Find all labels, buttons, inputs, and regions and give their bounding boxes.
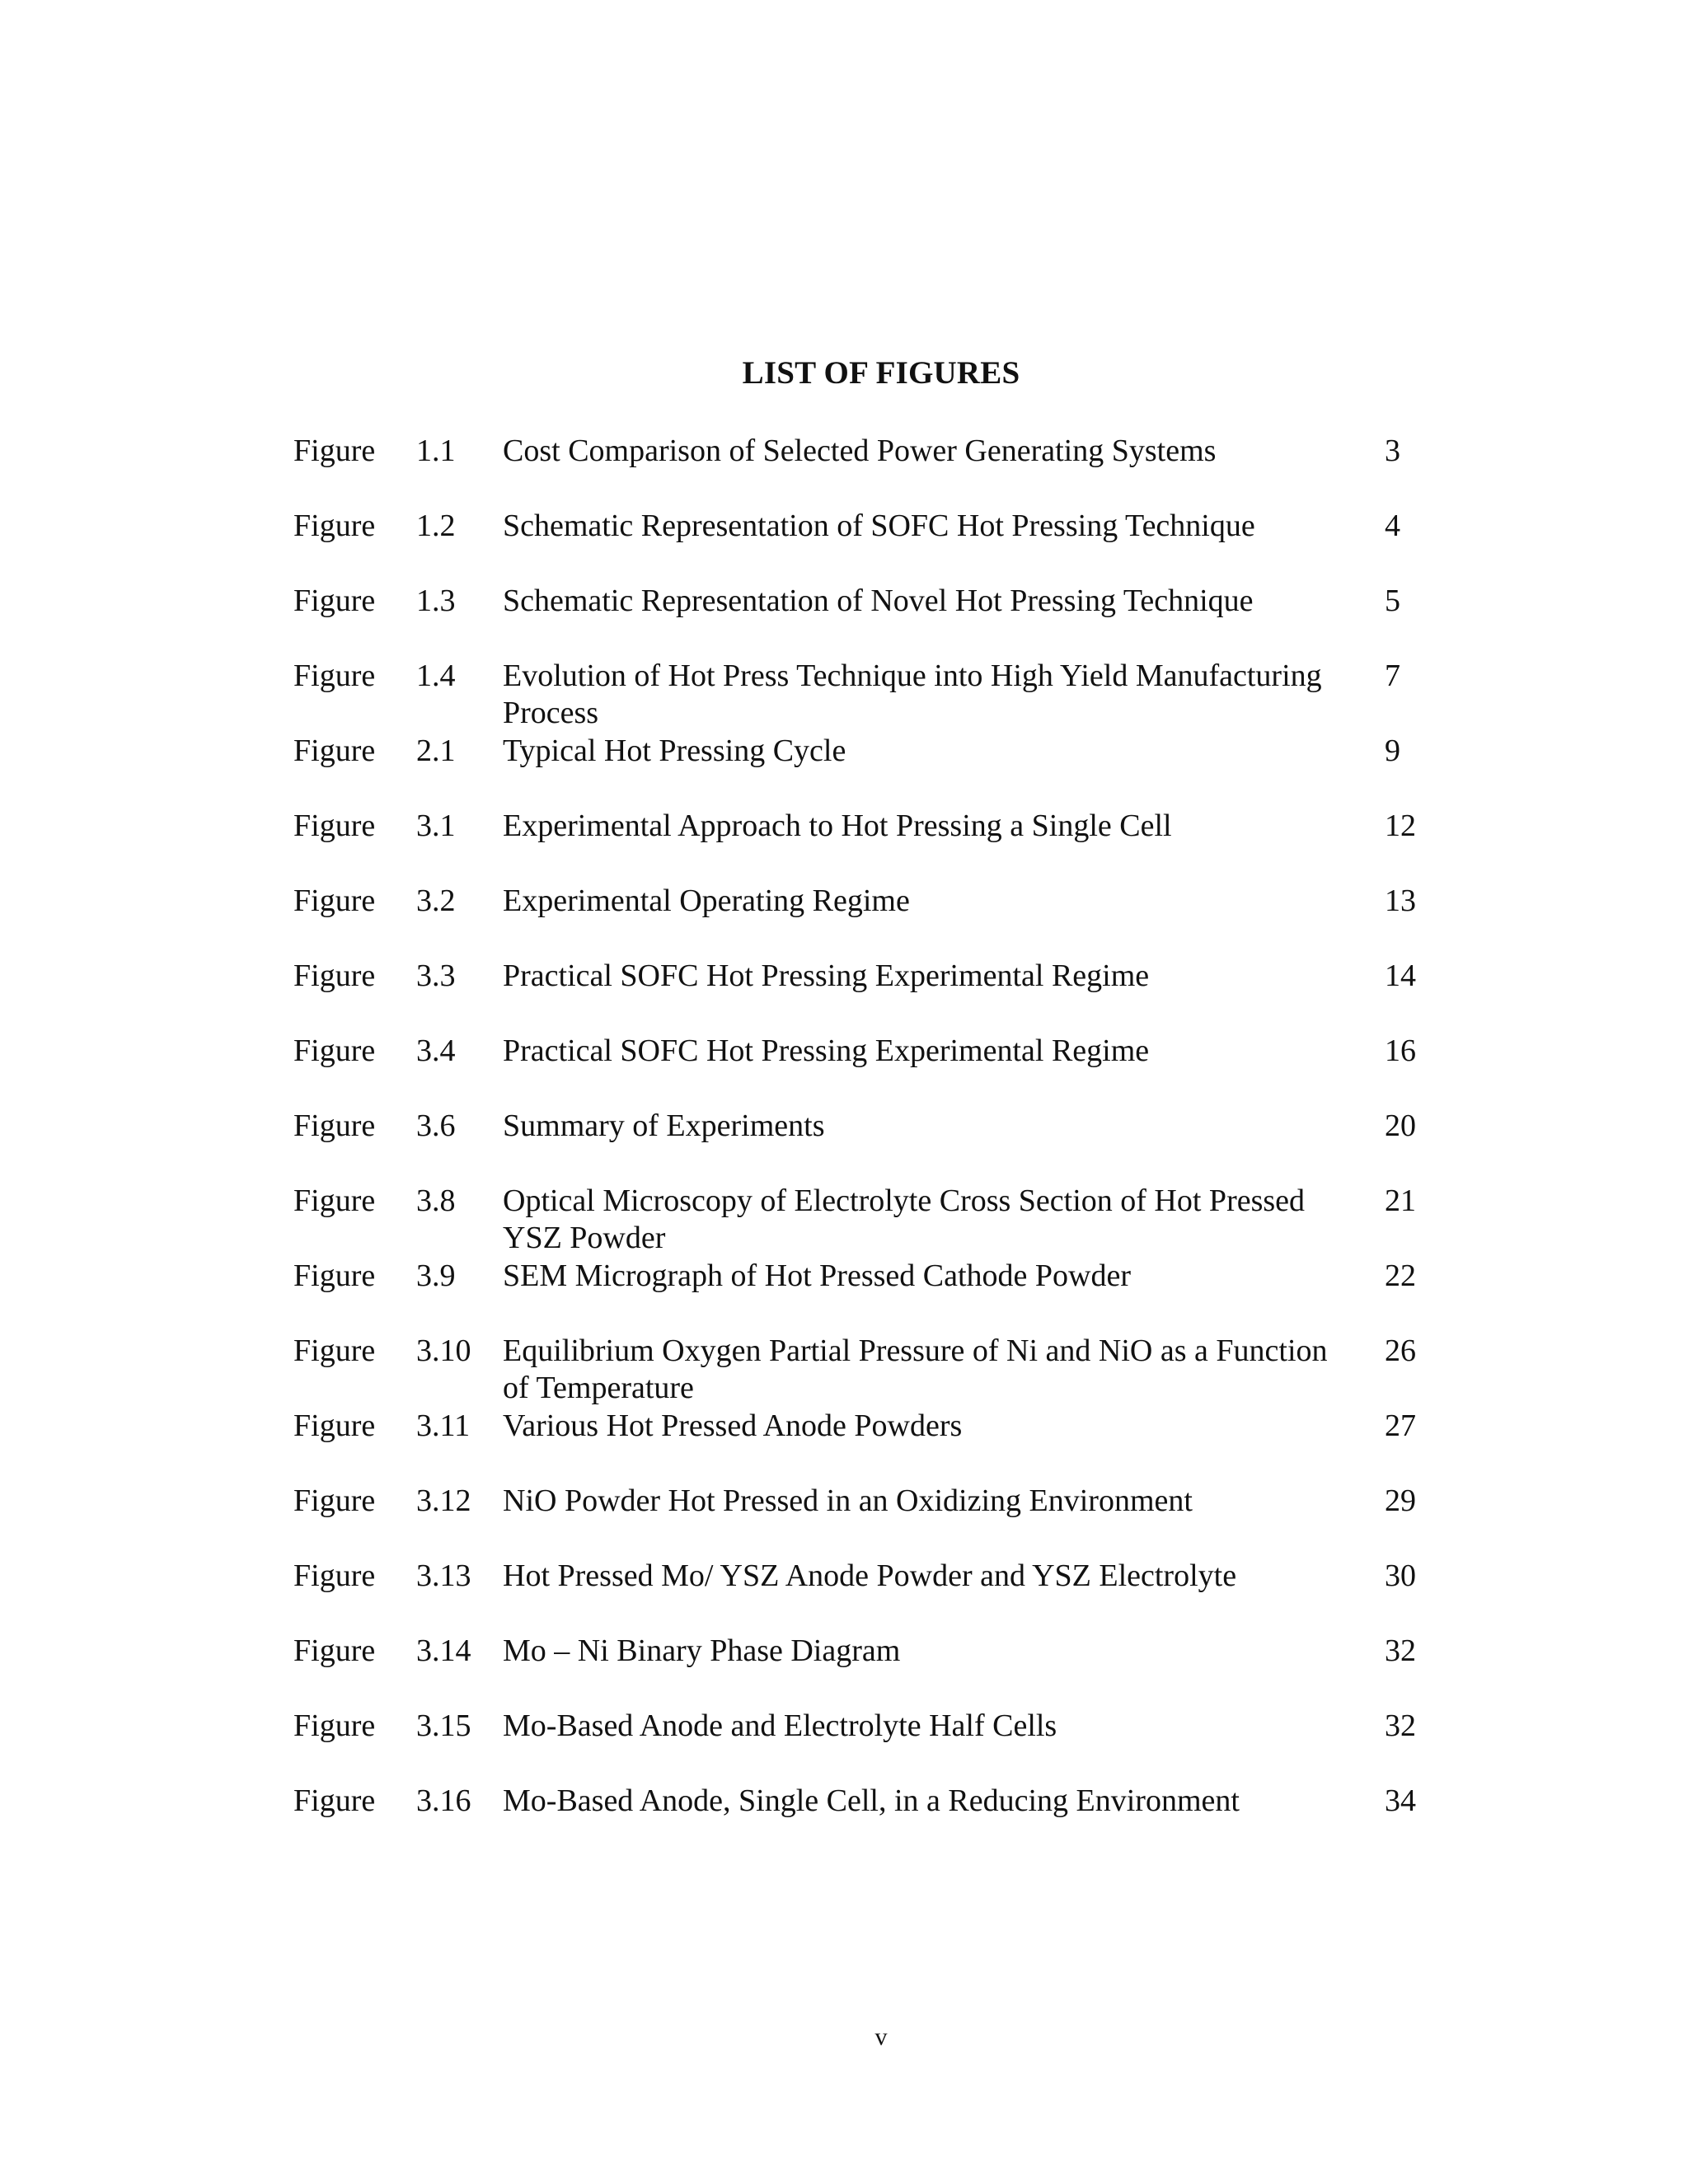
figure-label: Figure	[293, 1633, 376, 1668]
figure-label: Figure	[293, 1558, 376, 1593]
figure-number: 3.6	[416, 1108, 456, 1143]
figure-page: 5	[1385, 583, 1400, 618]
figure-caption: Schematic Representation of SOFC Hot Pressing Technique	[503, 509, 1255, 543]
list-item	[0, 1408, 1688, 1483]
figure-caption: NiO Powder Hot Pressed in an Oxidizing Environment	[503, 1483, 1193, 1518]
figure-page: 13	[1385, 883, 1416, 918]
figure-caption: Experimental Approach to Hot Pressing a Single Cell	[503, 808, 1172, 843]
figure-page: 9	[1385, 733, 1400, 768]
figure-page: 34	[1385, 1783, 1416, 1818]
figure-caption: Various Hot Pressed Anode Powders	[503, 1408, 963, 1443]
page-number: v	[874, 2023, 888, 2050]
figure-page: 22	[1385, 1258, 1416, 1293]
figure-number: 3.13	[416, 1558, 471, 1593]
figure-label: Figure	[293, 883, 376, 918]
figure-number: 3.1	[416, 808, 456, 843]
figure-page: 30	[1385, 1558, 1416, 1593]
list-item	[0, 808, 1688, 883]
figure-caption: Hot Pressed Mo/ YSZ Anode Powder and YSZ Electrolyte	[503, 1558, 1237, 1593]
figure-page: 21	[1385, 1183, 1416, 1218]
figure-page: 14	[1385, 958, 1416, 993]
list-item	[0, 1558, 1688, 1633]
list-item	[0, 733, 1688, 808]
figure-caption: Cost Comparison of Selected Power Generating Systems	[503, 434, 1217, 468]
figure-number: 3.16	[416, 1783, 471, 1818]
figure-page: 32	[1385, 1633, 1416, 1668]
figure-page: 20	[1385, 1108, 1416, 1143]
list-item	[0, 1783, 1688, 1858]
figure-label: Figure	[293, 509, 376, 543]
list-item	[0, 508, 1688, 583]
figure-number: 3.14	[416, 1633, 471, 1668]
figure-label: Figure	[293, 1033, 376, 1068]
figure-number: 3.4	[416, 1033, 456, 1068]
figure-caption: Mo-Based Anode and Electrolyte Half Cells	[503, 1708, 1057, 1743]
figure-number: 1.4	[416, 658, 456, 693]
figure-page: 27	[1385, 1408, 1416, 1443]
figure-caption: Typical Hot Pressing Cycle	[503, 733, 846, 768]
figure-caption: Practical SOFC Hot Pressing Experimental Regime	[503, 958, 1150, 993]
figure-caption: Equilibrium Oxygen Partial Pressure of Ni and NiO as a Function of Temperature	[503, 1333, 1328, 1405]
figure-label: Figure	[293, 1408, 376, 1443]
figure-label: Figure	[293, 1333, 376, 1368]
figure-label: Figure	[293, 1483, 376, 1518]
figure-caption: Mo-Based Anode, Single Cell, in a Reducing Environment	[503, 1783, 1240, 1818]
figure-label: Figure	[293, 1183, 376, 1218]
list-item	[0, 1633, 1688, 1708]
figure-caption: Experimental Operating Regime	[503, 883, 910, 918]
figure-number: 3.15	[416, 1708, 471, 1743]
figure-number: 1.3	[416, 583, 456, 618]
figure-page: 7	[1385, 658, 1400, 693]
list-item	[0, 1108, 1688, 1183]
figure-page: 32	[1385, 1708, 1416, 1743]
figure-page: 29	[1385, 1483, 1416, 1518]
figure-label: Figure	[293, 1108, 376, 1143]
list-item	[0, 658, 1688, 733]
list-item	[0, 583, 1688, 658]
figure-label: Figure	[293, 583, 376, 618]
figure-caption: Practical SOFC Hot Pressing Experimental Regime	[503, 1033, 1150, 1068]
figure-number: 2.1	[416, 733, 456, 768]
figure-label: Figure	[293, 1783, 376, 1818]
list-item	[0, 958, 1688, 1033]
figure-caption: Mo – Ni Binary Phase Diagram	[503, 1633, 901, 1668]
figure-page: 12	[1385, 808, 1416, 843]
figure-label: Figure	[293, 1708, 376, 1743]
figure-label: Figure	[293, 434, 376, 468]
figure-page: 26	[1385, 1333, 1416, 1368]
list-item	[0, 1708, 1688, 1783]
figure-caption: Evolution of Hot Press Technique into High Yield Manufacturing Process	[503, 658, 1322, 730]
figure-caption: Optical Microscopy of Electrolyte Cross Section of Hot Pressed YSZ Powder	[503, 1183, 1306, 1255]
figure-caption: Summary of Experiments	[503, 1108, 825, 1143]
figure-label: Figure	[293, 658, 376, 693]
list-item	[0, 1258, 1688, 1333]
figure-number: 3.2	[416, 883, 456, 918]
figure-number: 3.10	[416, 1333, 471, 1368]
figure-caption: Schematic Representation of Novel Hot Pressing Technique	[503, 583, 1254, 618]
figure-number: 3.8	[416, 1183, 456, 1218]
page-title: LIST OF FIGURES	[742, 355, 1020, 391]
figure-label: Figure	[293, 958, 376, 993]
figure-page: 16	[1385, 1033, 1416, 1068]
list-item	[0, 433, 1688, 508]
figure-number: 3.3	[416, 958, 456, 993]
figure-page: 3	[1385, 434, 1400, 468]
figure-label: Figure	[293, 1258, 376, 1293]
figure-number: 1.1	[416, 434, 456, 468]
figure-list	[0, 433, 1688, 1858]
figure-number: 3.12	[416, 1483, 471, 1518]
list-item	[0, 1033, 1688, 1108]
list-item	[0, 1483, 1688, 1558]
list-item	[0, 1333, 1688, 1408]
figure-number: 1.2	[416, 509, 456, 543]
figure-number: 3.11	[416, 1408, 471, 1443]
figure-page: 4	[1385, 509, 1400, 543]
figure-caption: SEM Micrograph of Hot Pressed Cathode Powder	[503, 1258, 1132, 1293]
figure-number: 3.9	[416, 1258, 456, 1293]
figure-label: Figure	[293, 733, 376, 768]
figure-label: Figure	[293, 808, 376, 843]
list-item	[0, 883, 1688, 958]
list-item	[0, 1183, 1688, 1258]
